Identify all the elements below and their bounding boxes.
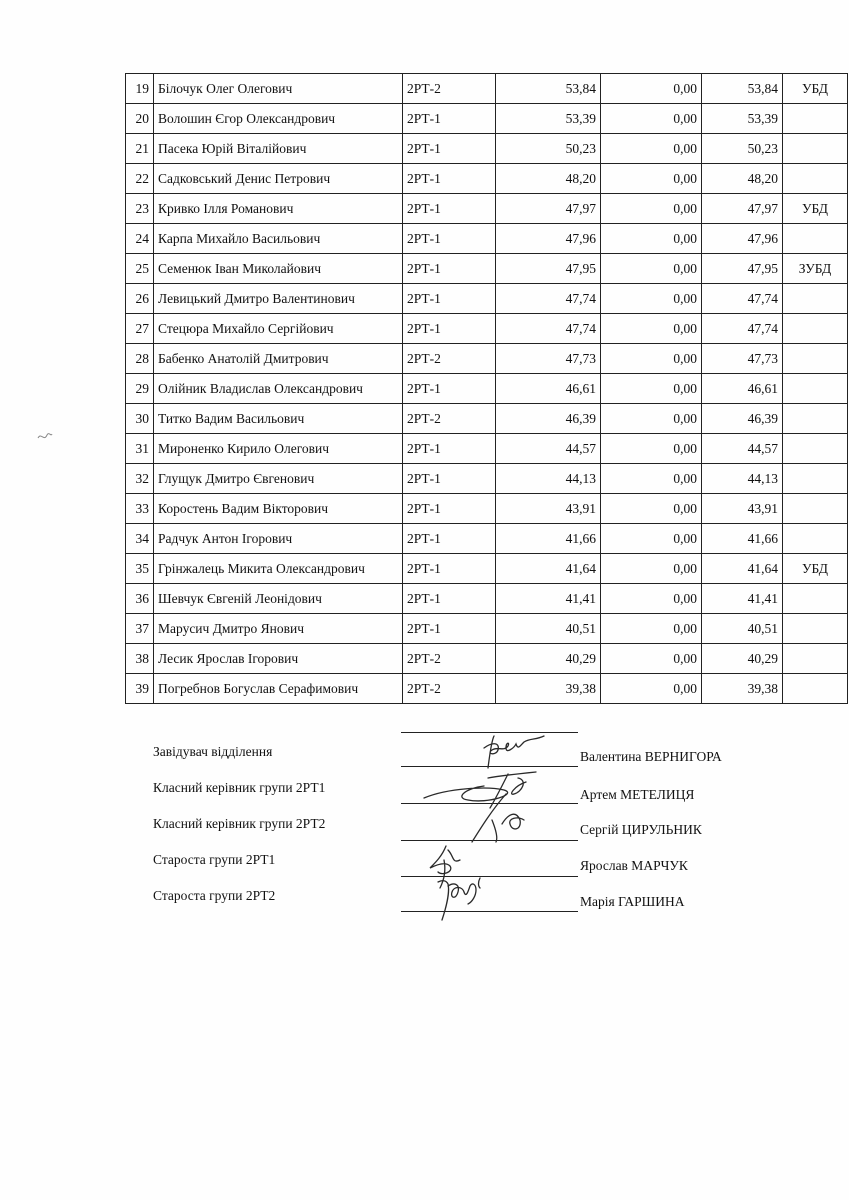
bonus-value: 0,00 [601, 194, 702, 224]
bonus-value: 0,00 [601, 404, 702, 434]
total-value: 46,61 [702, 374, 783, 404]
row-number: 22 [126, 164, 154, 194]
row-number: 20 [126, 104, 154, 134]
student-name: Марусич Дмитро Янович [154, 614, 403, 644]
student-group: 2РТ-2 [403, 674, 496, 704]
row-number: 39 [126, 674, 154, 704]
bonus-value: 0,00 [601, 644, 702, 674]
row-number: 37 [126, 614, 154, 644]
score-value: 53,39 [496, 104, 601, 134]
score-value: 40,29 [496, 644, 601, 674]
row-number: 31 [126, 434, 154, 464]
student-name: Грінжалець Микита Олександрович [154, 554, 403, 584]
score-value: 41,41 [496, 584, 601, 614]
total-value: 47,74 [702, 284, 783, 314]
score-value: 47,74 [496, 284, 601, 314]
total-value: 41,41 [702, 584, 783, 614]
score-value: 41,64 [496, 554, 601, 584]
signature-group-head-2rt2 [428, 872, 488, 928]
student-group: 2РТ-1 [403, 314, 496, 344]
row-number: 29 [126, 374, 154, 404]
student-group: 2РТ-1 [403, 494, 496, 524]
bonus-value: 0,00 [601, 314, 702, 344]
student-group: 2РТ-2 [403, 404, 496, 434]
total-value: 43,91 [702, 494, 783, 524]
score-value: 47,74 [496, 314, 601, 344]
bonus-value: 0,00 [601, 374, 702, 404]
signature-class-teacher-2rt2 [462, 790, 532, 846]
bonus-value: 0,00 [601, 104, 702, 134]
signatory-role: Староста групи 2РТ1 [153, 852, 276, 867]
student-name: Титко Вадим Васильович [154, 404, 403, 434]
student-name: Пасека Юрій Віталійович [154, 134, 403, 164]
score-value: 47,95 [496, 254, 601, 284]
row-number: 38 [126, 644, 154, 674]
score-value: 39,38 [496, 674, 601, 704]
bonus-value: 0,00 [601, 554, 702, 584]
row-number: 25 [126, 254, 154, 284]
note-value: УБД [783, 74, 848, 104]
total-value: 48,20 [702, 164, 783, 194]
student-group: 2РТ-1 [403, 134, 496, 164]
bonus-value: 0,00 [601, 494, 702, 524]
row-number: 23 [126, 194, 154, 224]
bonus-value: 0,00 [601, 434, 702, 464]
score-value: 41,66 [496, 524, 601, 554]
score-value: 46,61 [496, 374, 601, 404]
student-name: Стецюра Михайло Сергійович [154, 314, 403, 344]
signatory-role: Завідувач відділення [153, 744, 273, 759]
total-value: 41,66 [702, 524, 783, 554]
bonus-value: 0,00 [601, 74, 702, 104]
total-value: 40,29 [702, 644, 783, 674]
score-value: 47,97 [496, 194, 601, 224]
bonus-value: 0,00 [601, 284, 702, 314]
note-value: ЗУБД [783, 254, 848, 284]
score-value: 50,23 [496, 134, 601, 164]
signatory-name: Ярослав МАРЧУК [580, 858, 688, 873]
row-number: 34 [126, 524, 154, 554]
total-value: 44,57 [702, 434, 783, 464]
student-group: 2РТ-2 [403, 344, 496, 374]
student-name: Садковський Денис Петрович [154, 164, 403, 194]
total-value: 53,84 [702, 74, 783, 104]
row-number: 32 [126, 464, 154, 494]
student-group: 2РТ-1 [403, 584, 496, 614]
student-name: Карпа Михайло Васильович [154, 224, 403, 254]
student-name: Шевчук Євгеній Леонідович [154, 584, 403, 614]
bonus-value: 0,00 [601, 254, 702, 284]
total-value: 46,39 [702, 404, 783, 434]
score-value: 53,84 [496, 74, 601, 104]
student-name: Левицький Дмитро Валентинович [154, 284, 403, 314]
bonus-value: 0,00 [601, 674, 702, 704]
row-number: 30 [126, 404, 154, 434]
student-name: Бабенко Анатолій Дмитрович [154, 344, 403, 374]
bonus-value: 0,00 [601, 584, 702, 614]
score-value: 40,51 [496, 614, 601, 644]
total-value: 39,38 [702, 674, 783, 704]
total-value: 41,64 [702, 554, 783, 584]
bonus-value: 0,00 [601, 524, 702, 554]
signatory-role: Староста групи 2РТ2 [153, 888, 276, 903]
score-value: 47,73 [496, 344, 601, 374]
student-group: 2РТ-1 [403, 614, 496, 644]
bonus-value: 0,00 [601, 344, 702, 374]
row-number: 19 [126, 74, 154, 104]
row-number: 33 [126, 494, 154, 524]
total-value: 44,13 [702, 464, 783, 494]
student-group: 2РТ-1 [403, 374, 496, 404]
signatory-name: Сергій ЦИРУЛЬНИК [580, 822, 702, 837]
student-name: Коростень Вадим Вікторович [154, 494, 403, 524]
row-number: 27 [126, 314, 154, 344]
score-value: 47,96 [496, 224, 601, 254]
student-group: 2РТ-1 [403, 254, 496, 284]
row-number: 36 [126, 584, 154, 614]
student-name: Білочук Олег Олегович [154, 74, 403, 104]
student-name: Лесик Ярослав Ігорович [154, 644, 403, 674]
row-number: 21 [126, 134, 154, 164]
student-group: 2РТ-1 [403, 284, 496, 314]
bonus-value: 0,00 [601, 164, 702, 194]
student-group: 2РТ-1 [403, 434, 496, 464]
score-value: 44,57 [496, 434, 601, 464]
student-name: Кривко Ілля Романович [154, 194, 403, 224]
student-name: Радчук Антон Ігорович [154, 524, 403, 554]
score-value: 46,39 [496, 404, 601, 434]
bonus-value: 0,00 [601, 614, 702, 644]
row-number: 26 [126, 284, 154, 314]
row-number: 28 [126, 344, 154, 374]
score-value: 48,20 [496, 164, 601, 194]
note-value: УБД [783, 194, 848, 224]
total-value: 47,73 [702, 344, 783, 374]
score-value: 44,13 [496, 464, 601, 494]
student-name: Олійник Владислав Олександрович [154, 374, 403, 404]
signatory-name: Марія ГАРШИНА [580, 894, 685, 909]
student-group: 2РТ-1 [403, 524, 496, 554]
student-name: Погребнов Богуслав Серафимович [154, 674, 403, 704]
bonus-value: 0,00 [601, 134, 702, 164]
signatory-name: Артем МЕТЕЛИЦЯ [580, 787, 695, 802]
student-name: Мироненко Кирило Олегович [154, 434, 403, 464]
student-group: 2РТ-1 [403, 194, 496, 224]
score-value: 43,91 [496, 494, 601, 524]
student-group: 2РТ-1 [403, 554, 496, 584]
signatory-name: Валентина ВЕРНИГОРА [580, 749, 722, 764]
row-number: 35 [126, 554, 154, 584]
note-value: УБД [783, 554, 848, 584]
row-number: 24 [126, 224, 154, 254]
signatory-role: Класний керівник групи 2РТ1 [153, 780, 326, 795]
total-value: 40,51 [702, 614, 783, 644]
bonus-value: 0,00 [601, 464, 702, 494]
bonus-value: 0,00 [601, 224, 702, 254]
total-value: 47,74 [702, 314, 783, 344]
student-name: Волошин Єгор Олександрович [154, 104, 403, 134]
student-group: 2РТ-1 [403, 104, 496, 134]
total-value: 47,96 [702, 224, 783, 254]
student-name: Семенюк Іван Миколайович [154, 254, 403, 284]
total-value: 53,39 [702, 104, 783, 134]
student-group: 2РТ-2 [403, 644, 496, 674]
student-group: 2РТ-1 [403, 464, 496, 494]
student-group: 2РТ-2 [403, 74, 496, 104]
student-name: Глущук Дмитро Євгенович [154, 464, 403, 494]
student-group: 2РТ-1 [403, 224, 496, 254]
total-value: 50,23 [702, 134, 783, 164]
signature-head-of-department [480, 732, 550, 772]
total-value: 47,95 [702, 254, 783, 284]
total-value: 47,97 [702, 194, 783, 224]
signatory-role: Класний керівник групи 2РТ2 [153, 816, 326, 831]
student-group: 2РТ-1 [403, 164, 496, 194]
